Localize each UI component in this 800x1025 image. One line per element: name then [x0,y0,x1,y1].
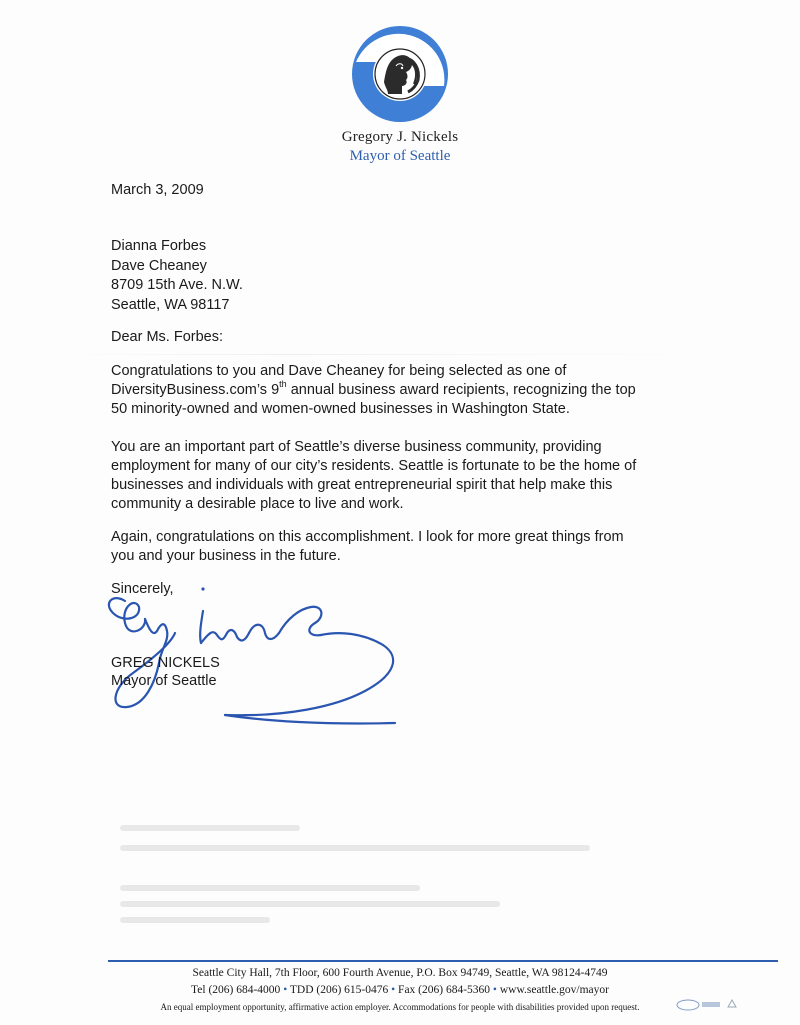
paragraph-line: community a desirable place to live and work. [111,496,404,512]
scan-fold-line [60,354,740,355]
recipient-line: Seattle, WA 98117 [111,296,230,313]
footer-tel: Tel (206) 684-4000 [191,984,281,996]
scan-bleed-through [120,825,600,935]
recipient-line: Dianna Forbes [111,238,207,254]
letter-date: March 3, 2009 [111,182,204,198]
paragraph-text: DiversityBusiness.com’s 9 [111,382,280,398]
separator-bullet: • [492,984,497,996]
separator-bullet: • [283,984,288,996]
footer-eoe-statement: An equal employment opportunity, affirmative action employer. Accommodations for people with disabilities provided upon request. [160,1002,640,1012]
recipient-line: Dave Cheaney [111,257,207,274]
paragraph-line: Congratulations to you and Dave Cheaney for being selected as one of [111,363,567,379]
recipient-line: 8709 15th Ave. N.W. [111,277,243,293]
letterhead-title: Mayor of Seattle [349,148,451,164]
paragraph-community [111,438,711,514]
separator-bullet: • [391,984,396,996]
footer-fax: Fax (206) 684-5360 [398,984,491,996]
footer-address: Seattle City Hall, 7th Floor, 600 Fourth Avenue, P.O. Box 94749, Seattle, WA 98124-4749 [192,967,608,979]
footer-tdd: TDD (206) 615-0476 [289,984,389,996]
recipient-address [111,237,243,315]
paragraph-line: You are an important part of Seattle’s diverse business community, providing [111,439,602,455]
paragraph-line: businesses and individuals with great entrepreneurial spirit that help make this [111,477,613,493]
letterhead-name: Gregory J. Nickels [341,129,459,145]
paragraph-congratulations [111,362,711,419]
recycled-paper-icon [676,997,742,1013]
paragraph-line: Again, congratulations on this accomplishment. I look for more great things from [111,529,624,545]
footer-web: www.seattle.gov/mayor [499,984,609,996]
paragraph-line: 50 minority-owned and women-owned businesses in Washington State. [111,401,570,417]
salutation: Dear Ms. Forbes: [111,329,223,345]
city-of-seattle-seal-icon [348,22,452,126]
signer-name: GREG NICKELS [111,655,220,671]
paragraph-closing-remarks [111,528,711,566]
footer-divider [108,960,778,962]
closing: Sincerely, [111,581,174,597]
paragraph-line: employment for many of our city’s residents. Seattle is fortunate to be the home of [111,458,637,474]
signer-title: Mayor of Seattle [111,673,217,689]
paragraph-line: you and your business in the future. [111,548,341,564]
paragraph-line [111,381,711,400]
footer-contact [0,984,800,996]
paragraph-text: annual business award recipients, recognizing the top [286,382,636,398]
ordinal-suffix: th [279,379,287,390]
